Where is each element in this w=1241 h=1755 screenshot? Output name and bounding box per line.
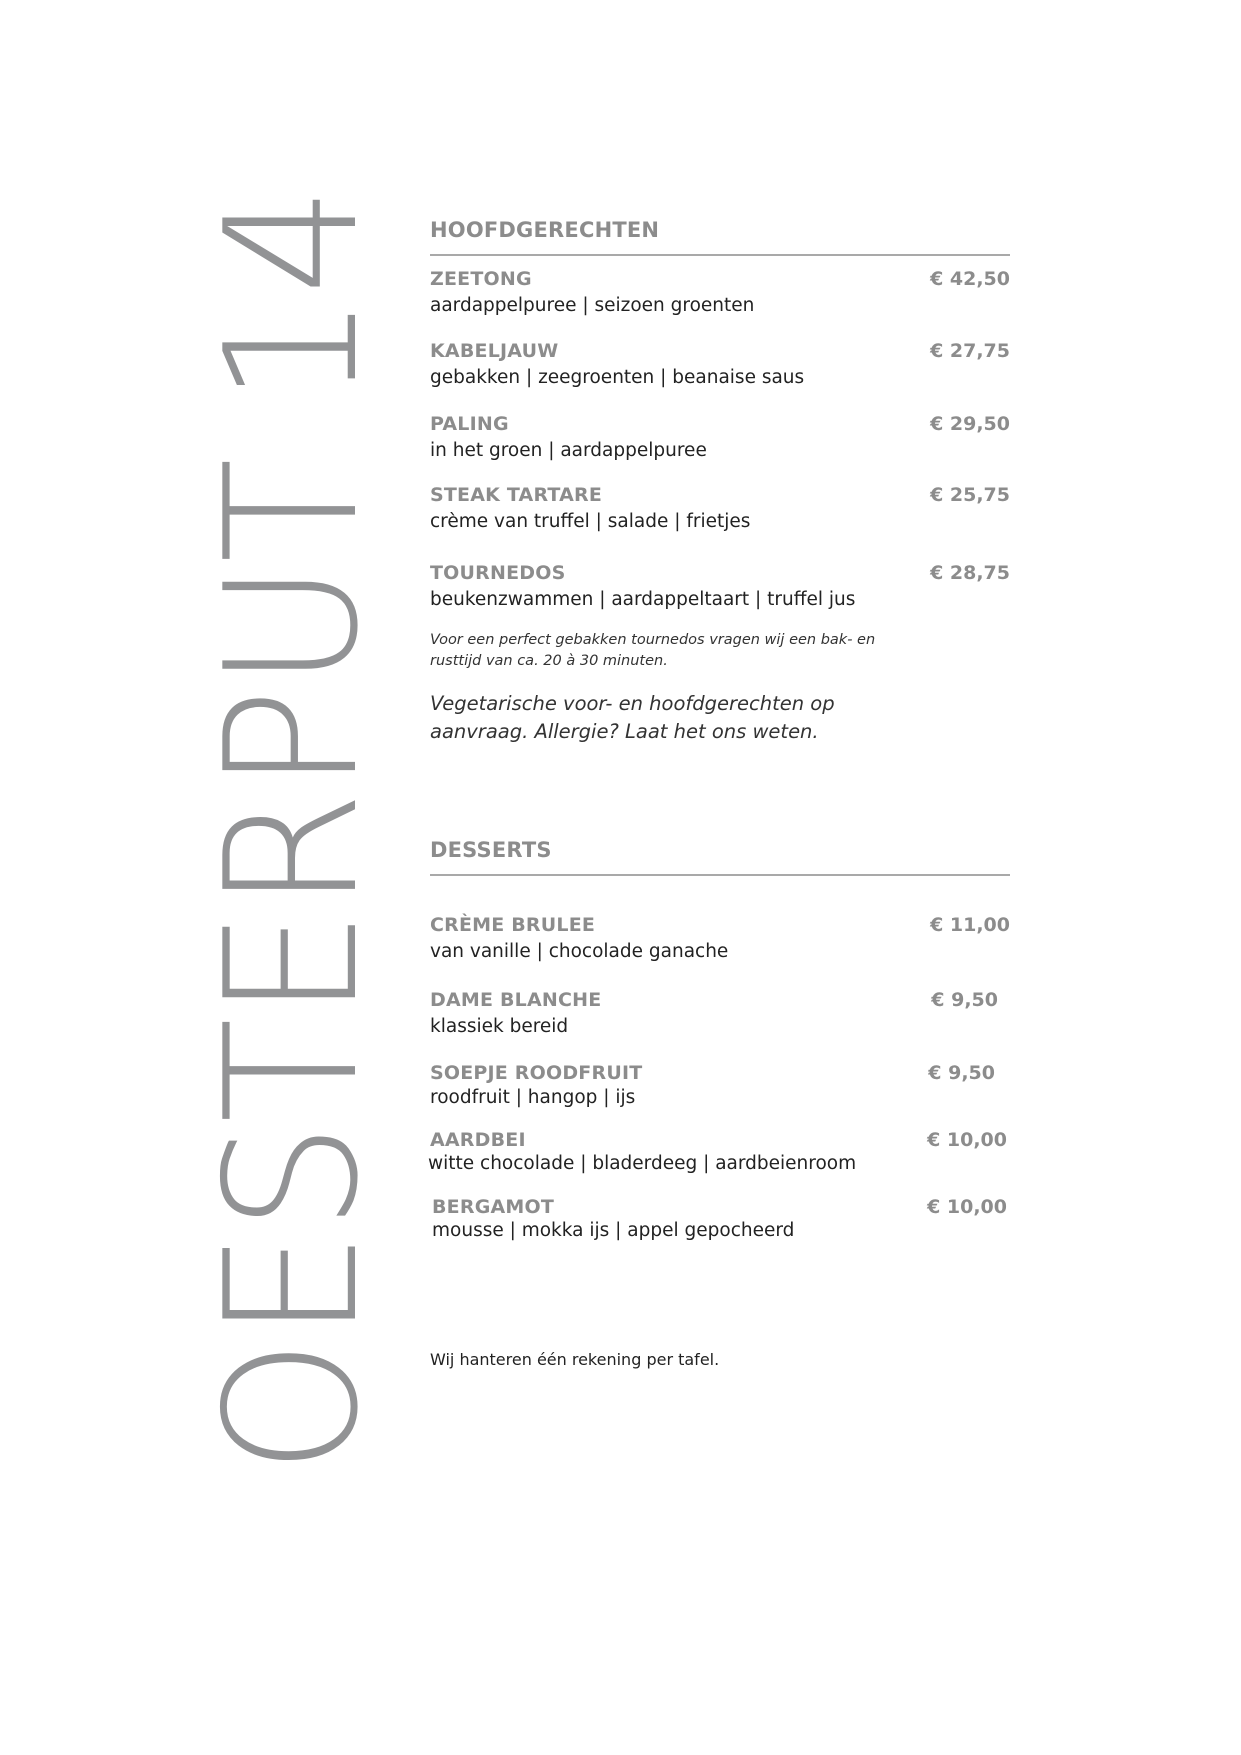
menu-item-description: mousse | mokka ijs | appel gepocheerd [432,1220,795,1241]
section-divider-main-courses [430,254,1010,256]
menu-item-description: in het groen | aardappelpuree [430,440,707,461]
menu-item-price: € 27,75 [930,340,1010,362]
section-divider-desserts [430,874,1010,876]
menu-item-price: € 10,00 [927,1129,1007,1151]
menu-item-name: SOEPJE ROODFRUIT [430,1062,643,1084]
brand-title-wrapper [186,104,398,1474]
tournedos-note: Voor een perfect gebakken tournedos vragen wij een bak- en rusttijd van ca. 20 à 30 minuten. [430,632,876,669]
menu-item-description: aardappelpuree | seizoen groenten [430,295,755,316]
menu-item-price: € 9,50 [928,1062,995,1084]
menu-item-price: € 42,50 [930,268,1010,290]
menu-item-name: KABELJAUW [430,340,559,362]
menu-item-description: crème van truffel | salade | frietjes [430,511,751,532]
menu-item-name: BERGAMOT [432,1196,555,1218]
section-title-main-courses: HOOFDGERECHTEN [430,218,660,242]
menu-item-name: PALING [430,413,509,435]
menu-item-price: € 9,50 [931,989,998,1011]
menu-item-name: CRÈME BRULEE [430,914,596,936]
menu-item-price: € 10,00 [927,1196,1007,1218]
menu-item-price: € 25,75 [930,484,1010,506]
menu-item-price: € 28,75 [930,562,1010,584]
menu-item-description: witte chocolade | bladerdeeg | aardbeienroom [428,1153,857,1174]
footer-note: Wij hanteren één rekening per tafel. [430,1350,720,1369]
vegetarian-allergy-note: Vegetarische voor- en hoofdgerechten op aanvraag. Allergie? Laat het ons weten. [430,692,835,743]
menu-item-description: gebakken | zeegroenten | beanaise saus [430,367,805,388]
menu-item-description: van vanille | chocolade ganache [430,941,729,962]
menu-item-name: DAME BLANCHE [430,989,602,1011]
menu-item-name: AARDBEI [430,1129,526,1151]
menu-item-description: beukenzwammen | aardappeltaart | truffel jus [430,589,856,610]
menu-item-name: ZEETONG [430,268,532,290]
menu-item-name: TOURNEDOS [430,562,566,584]
menu-item-price: € 29,50 [930,413,1010,435]
menu-item-name: STEAK TARTARE [430,484,603,506]
menu-item-price: € 11,00 [930,914,1010,936]
menu-item-description: roodfruit | hangop | ijs [430,1087,636,1108]
section-title-desserts: DESSERTS [430,838,552,862]
brand-title: OESTERPUT 14 [186,104,398,1474]
brand-title-svg [186,104,398,1474]
menu-item-description: klassiek bereid [430,1016,569,1037]
